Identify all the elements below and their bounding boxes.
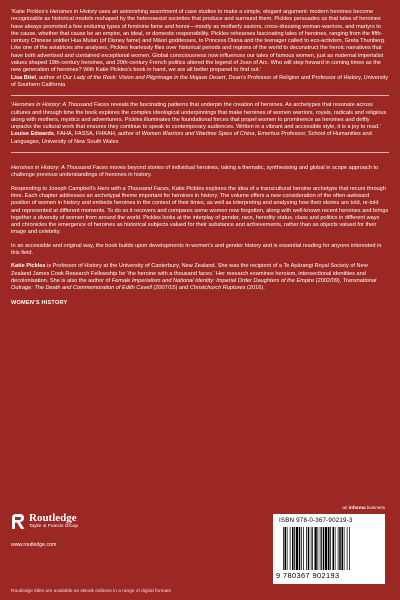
review-1-quote xyxy=(11,9,389,75)
blurb-paragraph-3 xyxy=(11,243,389,258)
bio-text xyxy=(11,263,389,292)
routledge-logo-icon xyxy=(11,513,26,530)
publisher-website[interactable]: www.routledge.com xyxy=(11,542,57,548)
ebook-note: Routledge titles are available as eBook editions in a range of digital formats xyxy=(11,589,171,594)
book-title: Heroines in History: A Thousand Faces xyxy=(12,102,110,109)
publisher-name: Routledge xyxy=(29,512,77,524)
author-name: Katie Pickles xyxy=(11,263,46,270)
back-cover-text xyxy=(11,9,389,306)
informa-text: informa xyxy=(348,505,366,510)
footer xyxy=(11,505,389,595)
divider xyxy=(11,95,389,96)
quote-body: uses an astonishing assortment of case studies to make a simple, elegant argument: modern heroines become recognizable as historical models reshaped by the heterosexist societies that produce and surround them. Pickles persuades us that tales of heroines have always promoted a few enduring types of feminine fame and honor—mostly as motherly saviors, cross-dressing woman-warriors, and martyrs to the cause, whether that cause be an empire, an ideal, or domestic responsibility. Pickles rehearses fascinating tales of heroines, ranging from the fifth-century Chinese soldier Hua Mulan (of Disney fame) and Māori goddesses, to Princess Diana and the teenager called to eco-activism, Greta Thunberg. Like one of the aviatrices she analyses, Pickles fearlessly flies over historical periods and regions of the world to deconstruct the heroic narratives that have both advertised and contained exceptional women. Global consciousness now influences our tales of famous women, just as maternal imperialist values shaped 19th-century heroines, and 20th-century French politics altered the legend of Joan of Arc. Who will step forward in coming times as the new generation of heroines? With Katie Pickles’s book in hand, we are all better prepared to find out.’ xyxy=(11,9,386,74)
reviewer-book: Women Warriors and Wartime Spies of China xyxy=(141,131,255,138)
review-2-quote xyxy=(11,102,389,131)
divider xyxy=(11,152,389,153)
author-book: Christchurch Ruptures xyxy=(189,285,246,292)
barcode-icon xyxy=(283,527,375,570)
blurb-text xyxy=(11,186,389,237)
attribution-text: , Dean’s Professor of Religion and Professor of History, University of Southern California xyxy=(11,74,389,88)
attribution-text: , author of xyxy=(35,74,63,81)
review-2-attribution xyxy=(11,131,389,146)
reviewer-book: Our Lady of the Rock: Vision and Pilgrimage in the Mojave Desert xyxy=(62,74,226,81)
attribution-text: , Emeritus Professor, School of Humanities and Languages, University of New South Wales xyxy=(11,131,372,145)
referenced-title: Hero with a Thousand Faces xyxy=(97,185,169,192)
author-book: Female Imperialism and National Identity: Imperial Order Daughters of the Empire xyxy=(111,277,315,284)
quote-open: ‘Katie Pickles’s xyxy=(11,9,50,15)
blurb-body: , Katie Pickles explores the idea of a transcultural heroine archetype that recurs through time. Each chapter addresses an archetypal theme important for heroines in history. The volume offers a new consideration of the often-awkward position of women in history and embeds heroines in the context of their times, as well as interpreting and analysing how their stories are told, re-told and represented at different moments. To do so it recovers and compares some women now forgotten, along with well-known recent heroines and brings together a diversity of women from around the world. Pickles looks at the interplay of gender, race, heredity status, class and politics in different ways and chronicles the emergence of heroines as historical subjects valued for their substance and achievements, rather than as objects valued for their image and celebrity. xyxy=(11,185,389,236)
review-2 xyxy=(11,102,389,146)
blurb-body: moves beyond stories of individual heroines, taking a thematic, synthesising and global in scope approach to challenge previous understandings of heroines in history. xyxy=(11,165,379,179)
bio-body: (2007/15) and xyxy=(151,285,190,292)
bio-body: (2002/09), xyxy=(314,277,343,284)
reviewer-name: Lisa Bitel xyxy=(11,74,36,81)
blurb-text: In an accessible and original way, the book builds upon developments in women’s and gender history and is essential reading for anyone interested in this field. xyxy=(11,242,382,257)
publisher-logo xyxy=(11,513,78,530)
informa-text: business xyxy=(365,505,385,510)
book-title: Heroines in History xyxy=(49,9,98,15)
review-1-attribution xyxy=(11,75,389,90)
reviewer-name: Louise Edwards xyxy=(11,131,54,138)
review-1 xyxy=(11,9,389,89)
attribution-text: , FAHA, FASSA, FHKAH, author of xyxy=(53,131,142,138)
blurb-text xyxy=(11,165,389,180)
blurb-paragraph-2 xyxy=(11,186,389,237)
subject-category: WOMEN’S HISTORY xyxy=(11,299,68,306)
informa-text: an xyxy=(342,505,349,510)
informa-business-label xyxy=(342,505,385,510)
publisher-group: Taylor & Francis Group xyxy=(29,524,79,529)
blurb-body: Responding to Joseph Campbell’s xyxy=(11,185,98,192)
author-book: Transnational Outrage: The Death and Commemoration of Edith Cavell xyxy=(11,277,377,292)
barcode-number: 9 780367 902193 xyxy=(276,571,340,580)
book-title: Heroines in History: A Thousand Faces xyxy=(11,165,108,172)
barcode-panel xyxy=(273,514,385,584)
bio-body: (2016). xyxy=(245,285,265,292)
quote-open: ‘ xyxy=(11,102,13,109)
author-bio xyxy=(11,263,389,292)
quote-body: reveals the fascinating patterns that underpin the creation of heroines. As archetypes that resonate across cultures and through time the book explores the complex ideological underpinnings that make heroines of women warriors, royals, radicals and religious along with mothers, mystics and adventurers. Pickles illuminates the foundational forces that propel women to prominence as heroines and deftly unpacks the cultural work that ensures they continue to speak to contemporary audiences. Written in a vibrant and accessible style, it is a joy to read.’ xyxy=(11,102,387,131)
isbn: ISBN 978-0-367-90219-3 xyxy=(279,517,353,524)
bio-body: is Professor of History at the University of Canterbury, New Zealand. She was the recipient of a Te Apārangi Royal Society of New Zealand James Cook Research Fellowship for ‘the heroine with a thousand faces.’ Her research examines heroism, intersectional identities and decolonisation. She is also the author of xyxy=(11,263,368,284)
blurb-paragraph-1 xyxy=(11,165,389,180)
